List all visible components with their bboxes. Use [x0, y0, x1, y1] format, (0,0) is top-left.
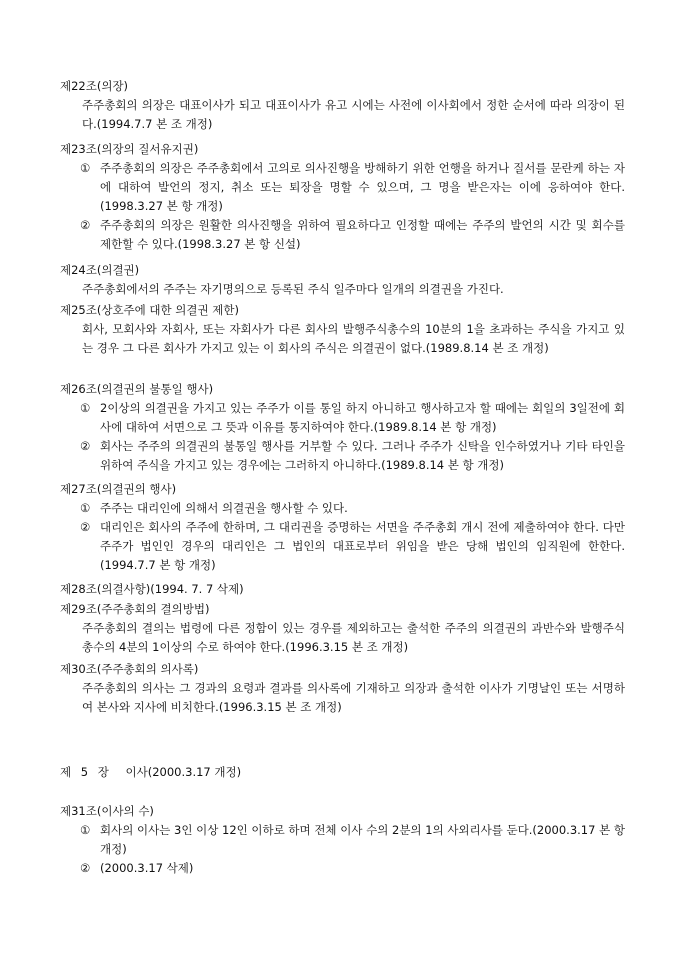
item-marker: ①: [80, 401, 91, 415]
article-body: 주주총회의 의장은 대표이사가 되고 대표이사가 유고 시에는 사전에 이사회에서 정한 순서에 따라 의장이 된다.(1994.7.7 본 조 개정): [82, 98, 625, 131]
article-title: 제28조(의결사항)(1994. 7. 7 삭제): [60, 582, 244, 596]
item-marker: ①: [80, 161, 91, 175]
article-title: 제22조(의장): [60, 79, 129, 93]
article-27: [60, 480, 625, 575]
article-item: [60, 859, 625, 878]
article-23: [60, 140, 625, 254]
article-body: 주주총회의 의사는 그 경과의 요령과 결과를 의사록에 기재하고 의장과 출석한 이사가 기명날인 또는 서명하여 본사와 지사에 비치한다.(1996.3.15 본 조 개정): [82, 681, 625, 714]
article-item: [60, 216, 625, 254]
chapter-title: 이사(2000.3.17 개정): [125, 765, 242, 779]
article-title: 제25조(상호주에 대한 의결권 제한): [60, 303, 239, 317]
article-26: [60, 380, 625, 475]
article-item: [60, 499, 625, 518]
item-text: 대리인은 회사의 주주에 한하며, 그 대리권을 증명하는 서면을 주주총회 개시 전에 제출하여야 한다. 다만 주주가 법인인 경우의 대리인은 그 법인의 대표로부터 위임을 받은 당해 법인의 임직원에 한한다. (1994.7.7 본 항 개정): [100, 520, 625, 572]
article-title: 제31조(이사의 수): [60, 804, 154, 818]
article-item: [60, 399, 625, 437]
item-text: 주주총회의 의장은 주주총회에서 고의로 의사진행을 방해하기 위한 언행을 하거나 질서를 문란케 하는 자에 대하여 발언의 정지, 취소 또는 퇴장을 명할 수 있으며, 그 명을 받은자는 이에 응하여야 한다.(1998.3.27 본 항 개정): [100, 161, 625, 213]
item-text: (2000.3.17 삭제): [100, 861, 194, 875]
article-body: 주주총회의 결의는 법령에 다른 정함이 있는 경우를 제외하고는 출석한 주주의 의결권의 과반수와 발행주식 총수의 4분의 1이상의 수로 하여야 한다.(1996.3.15 본 조 개정): [82, 621, 625, 654]
article-item: [60, 159, 625, 216]
article-title: 제24조(의결권): [60, 263, 140, 277]
article-body: 주주총회에서의 주주는 자기명의으로 등록된 주식 일주마다 일개의 의결권을 가진다.: [82, 282, 504, 296]
item-marker: ②: [80, 520, 91, 534]
article-24: [60, 261, 625, 299]
item-text: 2이상의 의결권을 가지고 있는 주주가 이를 통일 하지 아니하고 행사하고자 할 때에는 회일의 3일전에 회사에 대하여 서면으로 그 뜻과 이유를 통지하여야 한다.(1989.8.14 본 항 개정): [100, 401, 625, 434]
item-text: 주주총회의 의장은 원활한 의사진행을 위하여 필요하다고 인정할 때에는 주주의 발언의 시간 및 회수를 제한할 수 있다.(1998.3.27 본 항 신설): [100, 218, 625, 251]
article-item: [60, 437, 625, 475]
article-31: [60, 802, 625, 878]
article-30: [60, 660, 625, 717]
item-marker: ②: [80, 218, 91, 232]
article-body: 회사, 모회사와 자회사, 또는 자회사가 다른 회사의 발행주식총수의 10분의 1을 초과하는 주식을 가지고 있는 경우 그 다른 회사가 가지고 있는 이 회사의 주식은 의결권이 없다.(1989.8.14 본 조 개정): [82, 322, 625, 355]
article-title: 제23조(의장의 질서유지권): [60, 142, 199, 156]
item-marker: ①: [80, 823, 91, 837]
article-title: 제27조(의결권의 행사): [60, 482, 177, 496]
article-item: [60, 518, 625, 575]
chapter-number: 제 5 장: [60, 765, 112, 779]
article-25: [60, 301, 625, 358]
article-22: [60, 77, 625, 134]
item-text: 회사는 주주의 의결권의 불통일 행사를 거부할 수 있다. 그러나 주주가 신탁을 인수하였거나 기타 타인을 위하여 주식을 가지고 있는 경우에는 그러하지 아니하다.(1989.8.14 본 항 개정): [100, 439, 625, 472]
article-title: 제26조(의결권의 불통일 행사): [60, 382, 214, 396]
article-item: [60, 821, 625, 859]
article-28: [60, 580, 625, 599]
chapter-heading: [60, 763, 241, 782]
item-marker: ②: [80, 439, 91, 453]
article-title: 제30조(주주총회의 의사록): [60, 662, 199, 676]
item-marker: ②: [80, 861, 91, 875]
item-text: 회사의 이사는 3인 이상 12인 이하로 하며 전체 이사 수의 2분의 1의 사외리사를 둔다.(2000.3.17 본 항 개정): [100, 823, 625, 856]
item-text: 주주는 대리인에 의해서 의결권을 행사할 수 있다.: [100, 501, 348, 515]
article-29: [60, 600, 625, 657]
item-marker: ①: [80, 501, 91, 515]
article-title: 제29조(주주총회의 결의방법): [60, 602, 210, 616]
